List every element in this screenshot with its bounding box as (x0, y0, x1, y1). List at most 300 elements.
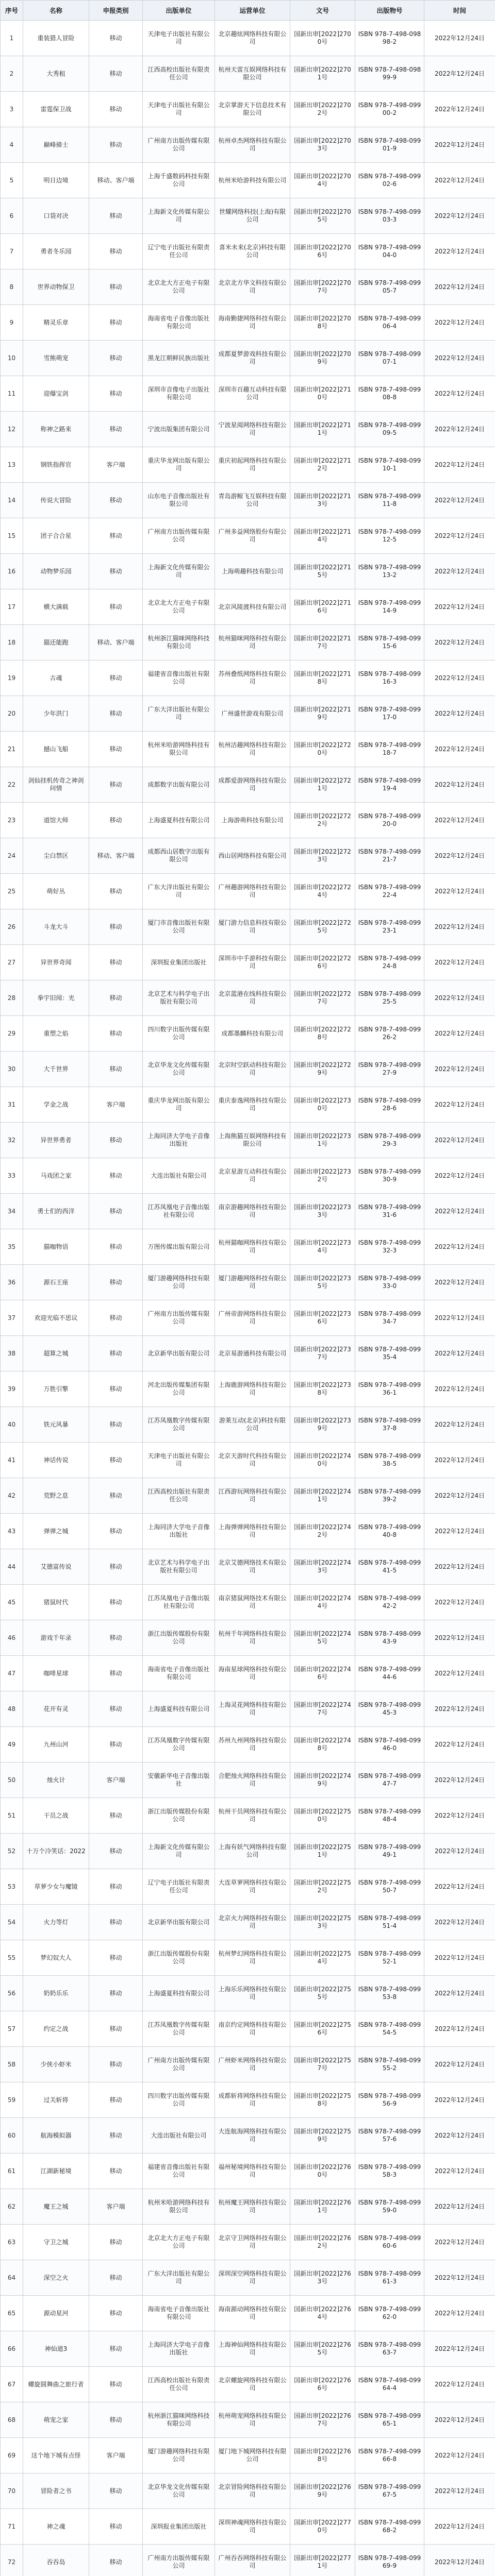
table-row (1, 1478, 495, 1514)
cell-name: 源石王座 (23, 1265, 89, 1300)
cell-publisher: 福建省音像出版社有限公司 (143, 2154, 215, 2189)
cell-index: 45 (1, 1585, 23, 1620)
cell-operator: 上海有妖气网络科技有限公司 (215, 1834, 290, 1869)
cell-publisher: 江西高校出版社有限责任公司 (143, 2367, 215, 2402)
cell-category: 移动 (89, 1300, 143, 1336)
cell-index: 40 (1, 1407, 23, 1443)
cell-name: 荒野之息 (23, 1478, 89, 1514)
cell-publisher: 河北出版传媒集团有限公司 (143, 1371, 215, 1407)
cell-index: 6 (1, 198, 23, 234)
cell-category: 移动 (89, 1976, 143, 2011)
cell-name: 奶奶乐乐 (23, 1976, 89, 2011)
cell-operator: 海南勤捷网络科技有限公司 (215, 305, 290, 341)
cell-date: 2022年12月24日 (424, 1620, 495, 1656)
cell-document-number: 国新出审[2022]2769号 (290, 2473, 355, 2509)
cell-document-number: 国新出审[2022]2757号 (290, 2047, 355, 2082)
cell-publisher: 上海盛夏科技有限公司 (143, 1691, 215, 1727)
table-row (1, 1798, 495, 1834)
table-row (1, 1194, 495, 1229)
cell-document-number: 国新出审[2022]2751号 (290, 1834, 355, 1869)
header-date: 时间 (424, 1, 495, 21)
cell-isbn: ISBN 978-7-498-09960-6 (355, 2225, 424, 2260)
cell-publisher: 四川数字出版传媒有限公司 (143, 2082, 215, 2118)
cell-name: 猪鼠时代 (23, 1585, 89, 1620)
table-row (1, 1123, 495, 1158)
cell-document-number: 国新出审[2022]2737号 (290, 1336, 355, 1371)
cell-name: 神仙道3 (23, 2331, 89, 2367)
cell-date: 2022年12月24日 (424, 341, 495, 376)
cell-category: 移动 (89, 589, 143, 625)
cell-category: 移动 (89, 341, 143, 376)
cell-isbn: ISBN 978-7-498-09936-1 (355, 1371, 424, 1407)
cell-document-number: 国新出审[2022]2705号 (290, 198, 355, 234)
cell-publisher: 广东大洋出版社有限公司 (143, 696, 215, 732)
cell-document-number: 国新出审[2022]2765号 (290, 2331, 355, 2367)
cell-category: 移动 (89, 1905, 143, 1940)
cell-category: 移动、客户端 (89, 625, 143, 660)
table-row (1, 412, 495, 447)
cell-index: 30 (1, 1052, 23, 1087)
cell-operator: 世耀网络科技(上海)有限公司 (215, 198, 290, 234)
table-row (1, 1407, 495, 1443)
cell-publisher: 北京华龙文化传媒有限公司 (143, 2473, 215, 2509)
cell-operator: 深圳市百趣互动科技有限公司 (215, 376, 290, 412)
cell-date: 2022年12月24日 (424, 980, 495, 1016)
cell-operator: 上海乐乐网络科技有限公司 (215, 1976, 290, 2011)
cell-name: 干员之战 (23, 1798, 89, 1834)
cell-date: 2022年12月24日 (424, 1762, 495, 1798)
cell-operator: 北京掌游天下信息技术有限公司 (215, 92, 290, 127)
cell-publisher: 广州南方出版传媒有限公司 (143, 1300, 215, 1336)
table-row (1, 2473, 495, 2509)
cell-category: 移动 (89, 1798, 143, 1834)
cell-document-number: 国新出审[2022]2759号 (290, 2118, 355, 2154)
cell-operator: 厦门地下城网络科技有限公司 (215, 2438, 290, 2473)
cell-document-number: 国新出审[2022]2721号 (290, 767, 355, 803)
cell-category: 移动 (89, 1016, 143, 1052)
cell-operator: 杭州猫咖网络科技有限公司 (215, 1229, 290, 1265)
cell-date: 2022年12月24日 (424, 1940, 495, 1976)
table-row (1, 1371, 495, 1407)
cell-publisher: 广州南方出版传媒有限公司 (143, 518, 215, 554)
cell-operator: 大连航海网络科技有限公司 (215, 2118, 290, 2154)
cell-category: 移动、客户端 (89, 163, 143, 198)
cell-index: 19 (1, 660, 23, 696)
cell-operator: 喜米未来(北京)科技有限公司 (215, 234, 290, 269)
cell-name: 这个地下城有点怪 (23, 2438, 89, 2473)
cell-operator: 北京趣炫网络科技有限公司 (215, 21, 290, 56)
cell-publisher: 上海盛夏科技有限公司 (143, 803, 215, 838)
cell-document-number: 国新出审[2022]2701号 (290, 56, 355, 92)
cell-category: 移动 (89, 2473, 143, 2509)
cell-operator: 杭州千年网络科技有限公司 (215, 1620, 290, 1656)
cell-index: 20 (1, 696, 23, 732)
cell-index: 4 (1, 127, 23, 163)
cell-publisher: 杭州浙江猫咪网络科技有限公司 (143, 2402, 215, 2438)
cell-name: 草萝少女与魔镜 (23, 1869, 89, 1905)
cell-category: 移动 (89, 2402, 143, 2438)
cell-publisher: 大连出版社有限公司 (143, 1158, 215, 1194)
cell-date: 2022年12月24日 (424, 1869, 495, 1905)
cell-index: 61 (1, 2154, 23, 2189)
cell-operator: 杭州萌宠网络科技有限公司 (215, 2402, 290, 2438)
cell-index: 51 (1, 1798, 23, 1834)
cell-name: 艾德富传说 (23, 1549, 89, 1585)
cell-name: 异世界勇者 (23, 1123, 89, 1158)
cell-operator: 上海熊猫互娱网络科技有限公司 (215, 1123, 290, 1158)
cell-isbn: ISBN 978-7-498-09951-4 (355, 1905, 424, 1940)
cell-document-number: 国新出审[2022]2736号 (290, 1300, 355, 1336)
cell-date: 2022年12月24日 (424, 1478, 495, 1514)
cell-publisher: 北京新华出版有限公司 (143, 1336, 215, 1371)
cell-date: 2022年12月24日 (424, 1016, 495, 1052)
table-row (1, 1691, 495, 1727)
cell-name: 十万个冷笑话：2022 (23, 1834, 89, 1869)
cell-name: 约定之战 (23, 2011, 89, 2047)
cell-document-number: 国新出审[2022]2734号 (290, 1229, 355, 1265)
cell-publisher: 浙江出版传媒股份有限公司 (143, 1620, 215, 1656)
cell-isbn: ISBN 978-7-498-09906-4 (355, 305, 424, 341)
cell-date: 2022年12月24日 (424, 1158, 495, 1194)
cell-isbn: ISBN 978-7-498-09917-0 (355, 696, 424, 732)
cell-document-number: 国新出审[2022]2766号 (290, 2367, 355, 2402)
cell-publisher: 海南省电子音像出版社有限公司 (143, 1656, 215, 1691)
cell-document-number: 国新出审[2022]2729号 (290, 1052, 355, 1087)
cell-isbn: ISBN 978-7-498-09910-1 (355, 447, 424, 483)
cell-operator: 杭州猫咪网络科技有限公司 (215, 625, 290, 660)
cell-operator: 广州趣游网络科技有限公司 (215, 874, 290, 909)
cell-operator: 上海灵花网络科技有限公司 (215, 1691, 290, 1727)
cell-index: 13 (1, 447, 23, 483)
cell-document-number: 国新出审[2022]2718号 (290, 660, 355, 696)
cell-category: 移动 (89, 412, 143, 447)
cell-date: 2022年12月24日 (424, 2509, 495, 2545)
cell-publisher: 上海同济大学电子音像出版社 (143, 2331, 215, 2367)
cell-publisher: 杭州米哈游网络科技有限公司 (143, 2189, 215, 2225)
table-row (1, 1905, 495, 1940)
table-row (1, 732, 495, 767)
cell-date: 2022年12月24日 (424, 2225, 495, 2260)
cell-name: 咖啡星球 (23, 1656, 89, 1691)
cell-document-number: 国新出审[2022]2742号 (290, 1514, 355, 1549)
cell-index: 23 (1, 803, 23, 838)
cell-operator: 杭州天雷互娱网络科技有限公司 (215, 56, 290, 92)
cell-isbn: ISBN 978-7-498-09919-4 (355, 767, 424, 803)
cell-isbn: ISBN 978-7-498-09947-7 (355, 1762, 424, 1798)
cell-isbn: ISBN 978-7-498-09908-8 (355, 376, 424, 412)
cell-name: 传说大冒险 (23, 483, 89, 518)
header-name: 名称 (23, 1, 89, 21)
cell-index: 58 (1, 2047, 23, 2082)
cell-publisher: 厦门市音像出版社有限公司 (143, 909, 215, 945)
cell-index: 59 (1, 2082, 23, 2118)
cell-isbn: ISBN 978-7-498-09933-0 (355, 1265, 424, 1300)
cell-name: 猫咖物语 (23, 1229, 89, 1265)
cell-document-number: 国新出审[2022]2738号 (290, 1371, 355, 1407)
cell-name: 螺旋圆舞曲之旅行者 (23, 2367, 89, 2402)
cell-date: 2022年12月24日 (424, 838, 495, 874)
table-row (1, 56, 495, 92)
cell-document-number: 国新出审[2022]2714号 (290, 518, 355, 554)
cell-category: 移动 (89, 1123, 143, 1158)
cell-name: 雪熊萌宠 (23, 341, 89, 376)
table-row (1, 980, 495, 1016)
cell-isbn: ISBN 978-7-498-09921-7 (355, 838, 424, 874)
cell-publisher: 深圳报业集团出版社 (143, 945, 215, 980)
cell-document-number: 国新出审[2022]2743号 (290, 1549, 355, 1585)
cell-index: 60 (1, 2118, 23, 2154)
cell-operator: 成都夏梦游戏科技有限公司 (215, 341, 290, 376)
cell-index: 53 (1, 1869, 23, 1905)
cell-document-number: 国新出审[2022]2720号 (290, 732, 355, 767)
cell-publisher: 江苏凤凰数字传媒有限公司 (143, 1727, 215, 1762)
table-row (1, 1620, 495, 1656)
cell-publisher: 福建省音像出版社有限公司 (143, 660, 215, 696)
cell-date: 2022年12月24日 (424, 945, 495, 980)
cell-date: 2022年12月24日 (424, 2331, 495, 2367)
cell-isbn: ISBN 978-7-498-09962-0 (355, 2296, 424, 2331)
table-row (1, 1585, 495, 1620)
cell-category: 移动 (89, 767, 143, 803)
table-row (1, 2082, 495, 2118)
cell-publisher: 上海新文化传媒有限公司 (143, 1834, 215, 1869)
cell-category: 移动 (89, 1194, 143, 1229)
cell-operator: 深圳市中手游科技有限公司 (215, 945, 290, 980)
cell-name: 道馆大师 (23, 803, 89, 838)
cell-index: 17 (1, 589, 23, 625)
cell-document-number: 国新出审[2022]2744号 (290, 1585, 355, 1620)
table-row (1, 838, 495, 874)
table-row (1, 127, 495, 163)
cell-publisher: 重庆华龙网出版有限公司 (143, 1087, 215, 1123)
cell-operator: 杭州洁趣网络科技有限公司 (215, 732, 290, 767)
table-row (1, 2296, 495, 2331)
table-row (1, 2154, 495, 2189)
cell-category: 客户端 (89, 447, 143, 483)
cell-index: 22 (1, 767, 23, 803)
cell-category: 移动 (89, 696, 143, 732)
cell-publisher: 四川数字出版传媒有限公司 (143, 1016, 215, 1052)
cell-date: 2022年12月24日 (424, 21, 495, 56)
cell-index: 14 (1, 483, 23, 518)
cell-index: 31 (1, 1087, 23, 1123)
cell-operator: 游莱互动(北京)科技有限公司 (215, 1407, 290, 1443)
cell-isbn: ISBN 978-7-498-09928-6 (355, 1087, 424, 1123)
cell-operator: 广州吞吞网络科技有限公司 (215, 2545, 290, 2576)
cell-category: 移动 (89, 56, 143, 92)
cell-publisher: 黑龙江朝鲜民族出版社 (143, 341, 215, 376)
cell-date: 2022年12月24日 (424, 518, 495, 554)
table-row (1, 1514, 495, 1549)
cell-index: 36 (1, 1265, 23, 1300)
cell-name: 古魂 (23, 660, 89, 696)
cell-isbn: ISBN 978-7-498-09898-2 (355, 21, 424, 56)
cell-publisher: 北京北大方正电子有限公司 (143, 589, 215, 625)
cell-isbn: ISBN 978-7-498-09909-5 (355, 412, 424, 447)
cell-index: 64 (1, 2260, 23, 2296)
cell-index: 44 (1, 1549, 23, 1585)
cell-index: 21 (1, 732, 23, 767)
cell-index: 24 (1, 838, 23, 874)
cell-publisher: 广州南方出版传媒有限公司 (143, 127, 215, 163)
cell-isbn: ISBN 978-7-498-09932-3 (355, 1229, 424, 1265)
cell-name: 萌宠之家 (23, 2402, 89, 2438)
cell-name: 雷霆保卫战 (23, 92, 89, 127)
cell-category: 移动 (89, 1834, 143, 1869)
cell-publisher: 成都数字出版有限公司 (143, 767, 215, 803)
cell-publisher: 浙江出版传媒股份有限公司 (143, 1940, 215, 1976)
cell-operator: 苏州叠纸网络科技有限公司 (215, 660, 290, 696)
cell-date: 2022年12月24日 (424, 92, 495, 127)
cell-index: 47 (1, 1656, 23, 1691)
cell-category: 移动 (89, 518, 143, 554)
cell-date: 2022年12月24日 (424, 2367, 495, 2402)
cell-index: 63 (1, 2225, 23, 2260)
cell-operator: 上海萌趣科技有限公司 (215, 554, 290, 589)
cell-category: 移动 (89, 1514, 143, 1549)
cell-category: 移动 (89, 376, 143, 412)
cell-document-number: 国新出审[2022]2731号 (290, 1123, 355, 1158)
cell-isbn: ISBN 978-7-498-09961-3 (355, 2260, 424, 2296)
cell-operator: 成都斩将网络科技有限公司 (215, 2082, 290, 2118)
cell-index: 67 (1, 2367, 23, 2402)
cell-isbn: ISBN 978-7-498-09916-3 (355, 660, 424, 696)
header-operator: 运营单位 (215, 1, 290, 21)
cell-index: 39 (1, 1371, 23, 1407)
cell-category: 移动 (89, 1940, 143, 1976)
cell-category: 移动 (89, 1407, 143, 1443)
cell-document-number: 国新出审[2022]2710号 (290, 376, 355, 412)
cell-name: 撼山飞船 (23, 732, 89, 767)
cell-name: 拳宇旧闻：光 (23, 980, 89, 1016)
cell-name: 巅峰骑士 (23, 127, 89, 163)
table-row (1, 21, 495, 56)
cell-name: 少年洪门 (23, 696, 89, 732)
cell-isbn: ISBN 978-7-498-09939-2 (355, 1478, 424, 1514)
table-row (1, 1158, 495, 1194)
cell-operator: 南京猪鼠网络技术有限公司 (215, 1585, 290, 1620)
cell-operator: 北京蓝港在线科技有限公司 (215, 980, 290, 1016)
cell-name: 万胜引擎 (23, 1371, 89, 1407)
cell-operator: 苏州九州网络科技有限公司 (215, 1727, 290, 1762)
cell-index: 15 (1, 518, 23, 554)
cell-isbn: ISBN 978-7-498-09924-8 (355, 945, 424, 980)
cell-name: 守卫之城 (23, 2225, 89, 2260)
cell-index: 12 (1, 412, 23, 447)
cell-document-number: 国新出审[2022]2735号 (290, 1265, 355, 1300)
table-row (1, 1549, 495, 1585)
cell-date: 2022年12月24日 (424, 2473, 495, 2509)
cell-publisher: 北京艺术与科学电子出版社有限公司 (143, 1549, 215, 1585)
cell-publisher: 山东电子音像出版社有限公司 (143, 483, 215, 518)
table-row (1, 625, 495, 660)
cell-date: 2022年12月24日 (424, 1691, 495, 1727)
cell-operator: 重庆泰逸网络科技有限公司 (215, 1087, 290, 1123)
cell-date: 2022年12月24日 (424, 483, 495, 518)
cell-publisher: 海南省电子音像出版社有限公司 (143, 305, 215, 341)
cell-category: 移动 (89, 2260, 143, 2296)
cell-index: 66 (1, 2331, 23, 2367)
cell-name: 魔王之城 (23, 2189, 89, 2225)
cell-publisher: 北京新华出版有限公司 (143, 1905, 215, 1940)
cell-index: 52 (1, 1834, 23, 1869)
cell-category: 移动 (89, 1691, 143, 1727)
cell-name: 航海模拟器 (23, 2118, 89, 2154)
table-header (1, 1, 495, 21)
cell-document-number: 国新出审[2022]2719号 (290, 696, 355, 732)
cell-isbn: ISBN 978-7-498-09899-9 (355, 56, 424, 92)
cell-date: 2022年12月24日 (424, 874, 495, 909)
cell-name: 大千世界 (23, 1052, 89, 1087)
table-row (1, 2367, 495, 2402)
cell-index: 16 (1, 554, 23, 589)
cell-operator: 杭州魔王网络科技有限公司 (215, 2189, 290, 2225)
cell-publisher: 上海新文化传媒有限公司 (143, 554, 215, 589)
cell-name: 勇者冬乐园 (23, 234, 89, 269)
cell-date: 2022年12月24日 (424, 2047, 495, 2082)
table-row (1, 1087, 495, 1123)
cell-publisher: 北京艺术与科学电子出版社有限公司 (143, 980, 215, 1016)
table-row (1, 376, 495, 412)
cell-document-number: 国新出审[2022]2700号 (290, 21, 355, 56)
cell-isbn: ISBN 978-7-498-09903-3 (355, 198, 424, 234)
cell-isbn: ISBN 978-7-498-09901-9 (355, 127, 424, 163)
cell-document-number: 国新出审[2022]2754号 (290, 1940, 355, 1976)
cell-category: 移动 (89, 1443, 143, 1478)
cell-operator: 广州帝游网络科技有限公司 (215, 1300, 290, 1336)
cell-date: 2022年12月24日 (424, 56, 495, 92)
cell-category: 移动 (89, 269, 143, 305)
cell-document-number: 国新出审[2022]2771号 (290, 2545, 355, 2576)
cell-document-number: 国新出审[2022]2740号 (290, 1443, 355, 1478)
cell-category: 移动 (89, 1549, 143, 1585)
cell-isbn: ISBN 978-7-498-09957-6 (355, 2118, 424, 2154)
cell-publisher: 成都西山居数字出版有限公司 (143, 838, 215, 874)
cell-category: 移动 (89, 1336, 143, 1371)
cell-date: 2022年12月24日 (424, 767, 495, 803)
header-publisher: 出版单位 (143, 1, 215, 21)
cell-name: 尘白禁区 (23, 838, 89, 874)
cell-name: 学金之战 (23, 1087, 89, 1123)
cell-operator: 成都墨麟科技有限公司 (215, 1016, 290, 1052)
cell-index: 32 (1, 1123, 23, 1158)
cell-publisher: 江西高校出版社有限责任公司 (143, 56, 215, 92)
cell-index: 10 (1, 341, 23, 376)
cell-date: 2022年12月24日 (424, 1976, 495, 2011)
cell-date: 2022年12月24日 (424, 1798, 495, 1834)
cell-document-number: 国新出审[2022]2749号 (290, 1762, 355, 1798)
cell-date: 2022年12月24日 (424, 163, 495, 198)
table-row (1, 163, 495, 198)
cell-publisher: 上海千盛数码科技有限公司 (143, 163, 215, 198)
cell-name: 冒险者之书 (23, 2473, 89, 2509)
table-row (1, 1336, 495, 1371)
cell-isbn: ISBN 978-7-498-09950-7 (355, 1869, 424, 1905)
cell-operator: 深圳神魂网络科技有限公司 (215, 2509, 290, 2545)
cell-document-number: 国新出审[2022]2725号 (290, 909, 355, 945)
cell-document-number: 国新出审[2022]2712号 (290, 447, 355, 483)
cell-publisher: 杭州米哈游网络科技有限公司 (143, 732, 215, 767)
cell-operator: 上海鹿游网络科技有限公司 (215, 1371, 290, 1407)
table-row (1, 341, 495, 376)
cell-name: 猫还能跑 (23, 625, 89, 660)
cell-document-number: 国新出审[2022]2756号 (290, 2011, 355, 2047)
cell-index: 43 (1, 1514, 23, 1549)
table-row (1, 803, 495, 838)
cell-operator: 北京北方华文科技有限公司 (215, 269, 290, 305)
cell-isbn: ISBN 978-7-498-09902-6 (355, 163, 424, 198)
table-row (1, 696, 495, 732)
